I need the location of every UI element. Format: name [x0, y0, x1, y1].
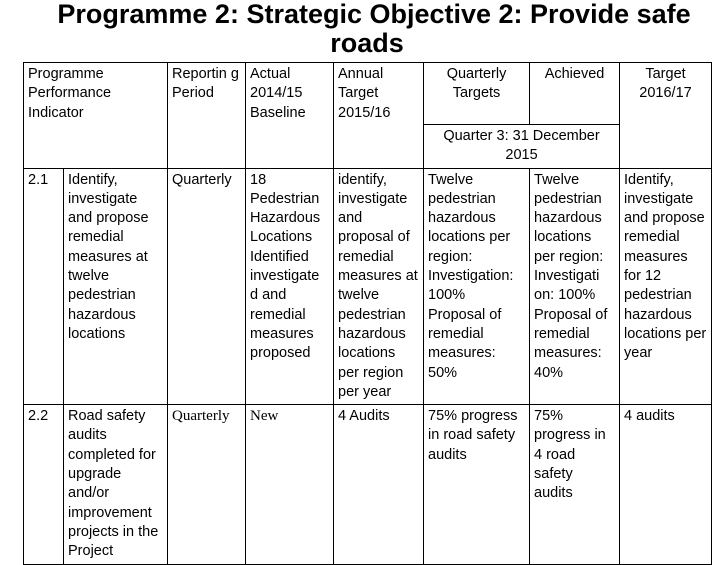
- quarterly-target-cell: Twelve pedestrian hazardous locations per region: Investigation: 100% Proposal of remedial measures: 50%: [424, 168, 530, 405]
- baseline-cell: 18 Pedestrian Hazardous Locations Identified investigate d and remedial measures proposed: [246, 168, 334, 405]
- header-quarterly-targets: Quarterly Targets: [424, 63, 530, 125]
- header-target-2016-17: Target 2016/17: [620, 63, 712, 169]
- reporting-period-cell: Quarterly: [168, 168, 246, 405]
- indicator-cell: Identify, investigate and propose remedial measures at twelve pedestrian hazardous locations: [64, 168, 168, 405]
- achieved-cell: 75% progress in 4 road safety audits: [530, 405, 620, 565]
- row-number: 2.1: [24, 168, 64, 405]
- indicator-cell: Road safety audits completed for upgrade and/or improvement projects in the Project: [64, 405, 168, 565]
- performance-table: [23, 62, 712, 565]
- reporting-period-cell: Quarterly: [168, 405, 246, 565]
- target-next-cell: Identify, investigate and propose remedial measures for 12 pedestrian hazardous locations per year: [620, 168, 712, 405]
- header-achieved: Achieved: [530, 63, 620, 125]
- quarterly-target-cell: 75% progress in road safety audits: [424, 405, 530, 565]
- table-row: [24, 168, 712, 405]
- row-number: 2.2: [24, 405, 64, 565]
- header-annual-target: Annual Target 2015/16: [334, 63, 424, 169]
- quarter-label: Quarter 3: 31 December 2015: [424, 125, 620, 169]
- target-next-cell: 4 audits: [620, 405, 712, 565]
- header-actual-baseline: Actual 2014/15 Baseline: [246, 63, 334, 169]
- header-row: [24, 63, 712, 125]
- page-title: [0, 0, 720, 58]
- title-line-1: Programme 2: Strategic Objective 2: Provide safe: [57, 0, 691, 29]
- annual-target-cell: identify, investigate and proposal of remedial measures at twelve pedestrian hazardous locations per region per year: [334, 168, 424, 405]
- header-reporting-period: Reportin g Period: [168, 63, 246, 169]
- table-row: [24, 405, 712, 565]
- header-indicator: Programme Performance Indicator: [24, 63, 168, 169]
- annual-target-cell: 4 Audits: [334, 405, 424, 565]
- baseline-cell: New: [246, 405, 334, 565]
- title-line-2: roads: [330, 28, 404, 58]
- achieved-cell: Twelve pedestrian hazardous locations per region: Investigati on: 100% Proposal of remedial measures: 40%: [530, 168, 620, 405]
